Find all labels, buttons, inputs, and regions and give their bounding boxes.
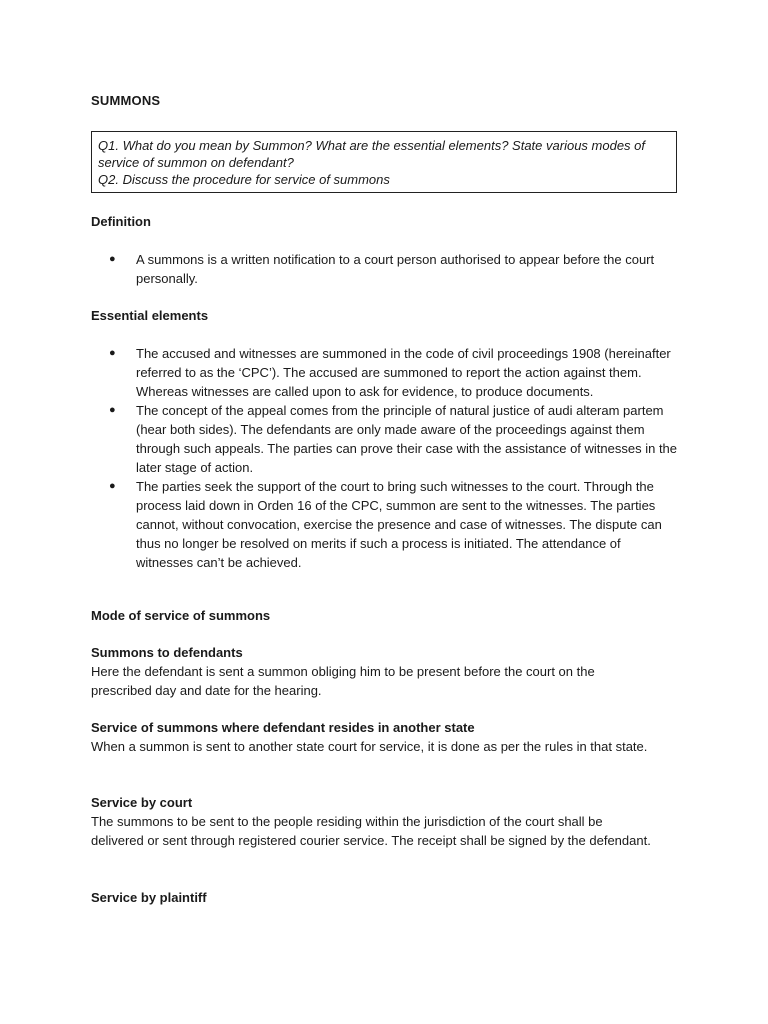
definition-list — [109, 250, 681, 288]
definition-heading: Definition — [91, 214, 151, 229]
essential-elements-heading: Essential elements — [91, 308, 209, 323]
list-item — [109, 477, 681, 572]
service-by-plaintiff-heading: Service by plaintiff — [91, 890, 207, 905]
service-by-court-heading: Service by court — [91, 795, 193, 810]
bullet-icon: ● — [109, 253, 116, 265]
question-1: Q1. What do you mean by Summon? What are the essential elements? State various modes of service of summon on defendant? — [98, 138, 646, 170]
list-item — [109, 344, 681, 401]
list-item — [109, 250, 681, 288]
another-state-heading: Service of summons where defendant resides in another state — [91, 720, 475, 735]
list-item-text: The accused and witnesses are summoned in the code of civil proceedings 1908 (hereinafter referred to as the ‘CPC’). The accused are summoned to report the action against them. Whereas witnesses are called upon to ask for evidence, to produce documents. — [136, 346, 671, 399]
list-item — [109, 401, 681, 477]
summons-to-defendants-heading: Summons to defendants — [91, 645, 243, 660]
questions-box — [91, 131, 677, 193]
list-item-text: The parties seek the support of the court to bring such witnesses to the court. Through the process laid down in Orden 16 of the CPC, summon are sent to the witnesses. The parties cannot, without convocation, exercise the presence and case of witnesses. The dispute can thus no longer be resolved on merits if such a process is initiated. The attendance of witnesses can’t be achieved. — [136, 479, 662, 570]
bullet-icon: ● — [109, 347, 116, 359]
list-item-text: A summons is a written notification to a court person authorised to appear before the court personally. — [136, 252, 655, 286]
service-by-court-text: The summons to be sent to the people residing within the jurisdiction of the court shall be delivered or sent through registered courier service. The receipt shall be signed by the defendant. — [91, 814, 651, 848]
summons-to-defendants-text: Here the defendant is sent a summon obliging him to be present before the court on the prescribed day and date for the hearing. — [91, 664, 595, 698]
mode-of-service-heading: Mode of service of summons — [91, 608, 271, 623]
question-2: Q2. Discuss the procedure for service of summons — [98, 172, 390, 187]
page-title: SUMMONS — [91, 93, 161, 108]
essential-elements-list — [109, 344, 681, 572]
bullet-icon: ● — [109, 404, 116, 416]
bullet-icon: ● — [109, 480, 116, 492]
list-item-text: The concept of the appeal comes from the principle of natural justice of audi alteram partem (hear both sides). The defendants are only made aware of the proceedings against them through such appeals. The parties can prove their case with the assistance of witnesses in the later stage of action. — [136, 403, 678, 475]
another-state-text: When a summon is sent to another state court for service, it is done as per the rules in that state. — [91, 739, 648, 754]
